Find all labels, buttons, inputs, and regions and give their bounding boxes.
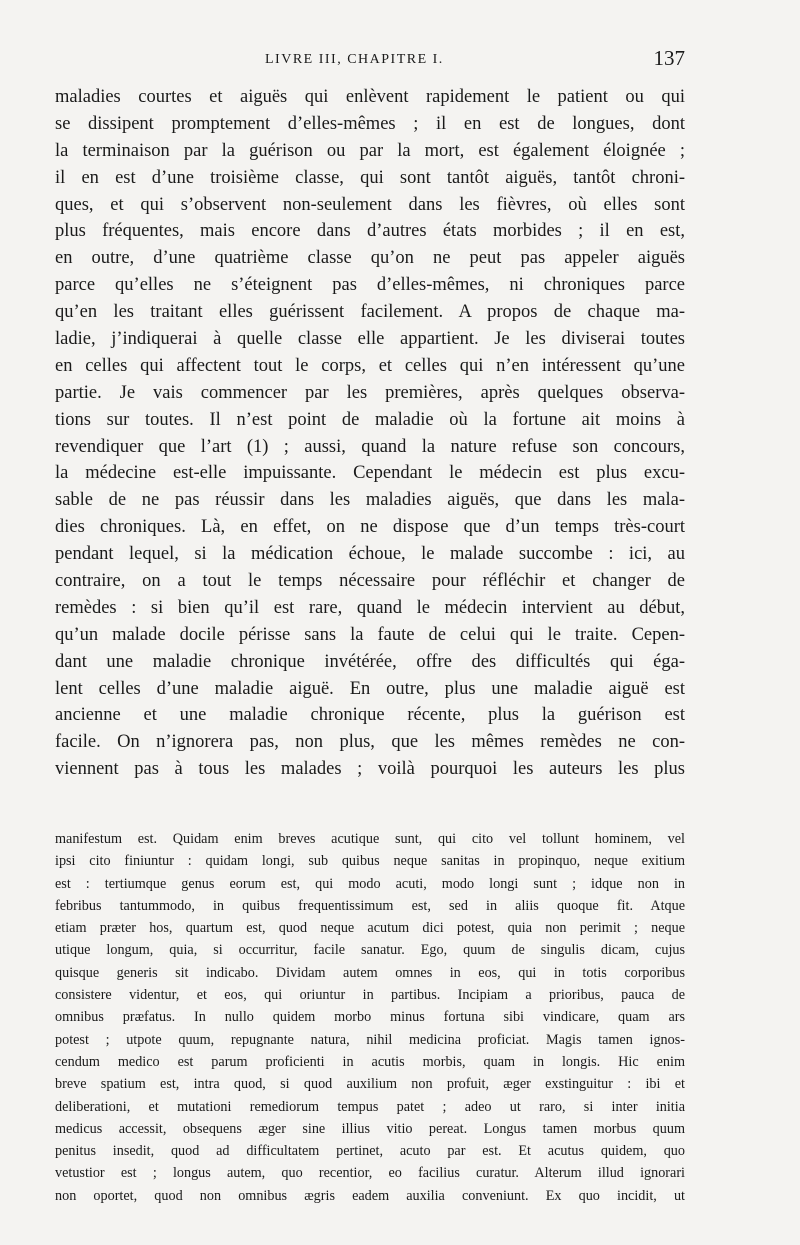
footnote-line: ipsi cito finiuntur : quidam longi, sub quibus neque sanitas in propinquo, neque exitium: [55, 853, 685, 870]
footnote-line: vetustior est ; longus autem, quo recentior, eo facilius curatur. Alterum illud ignorari: [55, 1165, 685, 1182]
main-text-line: dant une maladie chronique invétérée, offre des difficultés qui éga-: [55, 651, 685, 672]
footnote-line: est : tertiumque genus eorum est, qui modo acuti, modo longi sunt ; idque non in: [55, 875, 685, 892]
footnote-line: cendum medico est parum proficienti in acutis morbis, quam in longis. Hic enim: [55, 1053, 685, 1070]
footnote-line: potest ; utpote quum, repugnante natura, nihil medicina proficiat. Magis tamen ignos-: [55, 1031, 685, 1048]
main-text-line: ques, et qui s’observent non-seulement dans les fièvres, où elles sont: [55, 194, 685, 215]
main-text-line: en celles qui affectent tout le corps, et celles qui n’en intéressent qu’une: [55, 355, 685, 376]
footnote-line: penitus insedit, quod ad difficultatem pertinet, acuto par est. Et acutus quidem, quo: [55, 1143, 685, 1160]
footnote-line: febribus tantummodo, in quibus frequentissimum est, sed in aliis quoque fit. Atque: [55, 897, 685, 914]
footnote-line: omnibus præfatus. In nullo quidem morbo minus fortuna sibi vindicare, quam ars: [55, 1009, 685, 1026]
footnote-line: non oportet, quod non omnibus ægris eadem auxilia conveniunt. Ex quo incidit, ut: [55, 1187, 685, 1204]
main-text-line: facile. On n’ignorera pas, non plus, que les mêmes remèdes ne con-: [55, 732, 685, 753]
main-text-line: en outre, d’une quatrième classe qu’on ne peut pas appeler aiguës: [55, 248, 685, 269]
main-text-line: qu’en les traitant elles guérissent facilement. A propos de chaque ma-: [55, 302, 685, 323]
footnote-line: quisque generis sit indicabo. Dividam autem omnes in eos, qui in totis corporibus: [55, 964, 685, 981]
page-header: [55, 46, 685, 74]
main-text: [55, 84, 685, 783]
page-number: 137: [653, 46, 685, 70]
main-text-line: pendant lequel, si la médication échoue, le malade succombe : ici, au: [55, 544, 685, 565]
footnote-line: breve spatium est, intra quod, si quod auxilium non profuit, æger exstinguitur : ibi et: [55, 1076, 685, 1093]
main-text-line: contraire, on a tout le temps nécessaire pour réfléchir et changer de: [55, 571, 685, 592]
main-text-line: maladies courtes et aiguës qui enlèvent rapidement le patient ou qui: [55, 87, 685, 107]
main-text-line: la médecine est-elle impuissante. Cependant le médecin est plus excu-: [55, 463, 685, 484]
main-text-line: ancienne et une maladie chronique récente, plus la guérison est: [55, 705, 685, 726]
footnote-line: deliberationi, et mutationi remediorum tempus patet ; adeo ut raro, si inter initia: [55, 1098, 685, 1115]
main-text-line: la terminaison par la guérison ou par la mort, est également éloignée ;: [55, 140, 685, 161]
main-text-line: viennent pas à tous les malades ; voilà pourquoi les auteurs les plus: [55, 759, 685, 780]
footnote-text: [55, 828, 685, 1207]
main-text-line: sable de ne pas réussir dans les maladies aiguës, que dans les mala-: [55, 490, 685, 511]
main-text-line: plus fréquentes, mais encore dans d’autres états morbides ; il en est,: [55, 221, 685, 242]
main-text-line: lent celles d’une maladie aiguë. En outre, plus une maladie aiguë est: [55, 678, 685, 699]
main-text-line: revendiquer que l’art (1) ; aussi, quand la nature refuse son concours,: [55, 436, 685, 457]
main-text-line: se dissipent promptement d’elles-mêmes ; il en est de longues, dont: [55, 113, 685, 134]
main-text-line: tions sur toutes. Il n’est point de maladie où la fortune ait moins à: [55, 409, 685, 430]
footnote-line: manifestum est. Quidam enim breves acutique sunt, qui cito vel tollunt hominem, vel: [55, 831, 685, 847]
main-text-line: remèdes : si bien qu’il est rare, quand le médecin intervient au début,: [55, 597, 685, 618]
running-head: LIVRE III, CHAPITRE I.: [265, 52, 444, 67]
main-text-line: qu’un malade docile périsse sans la faute de celui qui le traite. Cepen-: [55, 624, 685, 645]
main-text-line: parce qu’elles ne s’éteignent pas d’elles-mêmes, ni chroniques parce: [55, 275, 685, 296]
main-text-line: il en est d’une troisième classe, qui sont tantôt aiguës, tantôt chroni-: [55, 167, 685, 188]
main-text-line: dies chroniques. Là, en effet, on ne dispose que d’un temps très-court: [55, 517, 685, 538]
footnote-line: etiam præter hos, quartum est, quod neque acutum dici potest, quia non perimit ; neque: [55, 920, 685, 937]
main-text-line: partie. Je vais commencer par les premières, après quelques observa-: [55, 382, 685, 403]
footnote-line: utique longum, quia, si occurritur, facile sanatur. Ego, quum de singulis dicam, cujus: [55, 942, 685, 959]
footnote-line: medicus accessit, obsequens æger sine illius vitio pereat. Longus tamen morbus quum: [55, 1120, 685, 1137]
main-text-line: ladie, j’indiquerai à quelle classe elle appartient. Je les diviserai toutes: [55, 329, 685, 350]
footnote-line: consistere videntur, et eos, qui oriuntur in partibus. Incipiam a prioribus, pauca de: [55, 987, 685, 1004]
